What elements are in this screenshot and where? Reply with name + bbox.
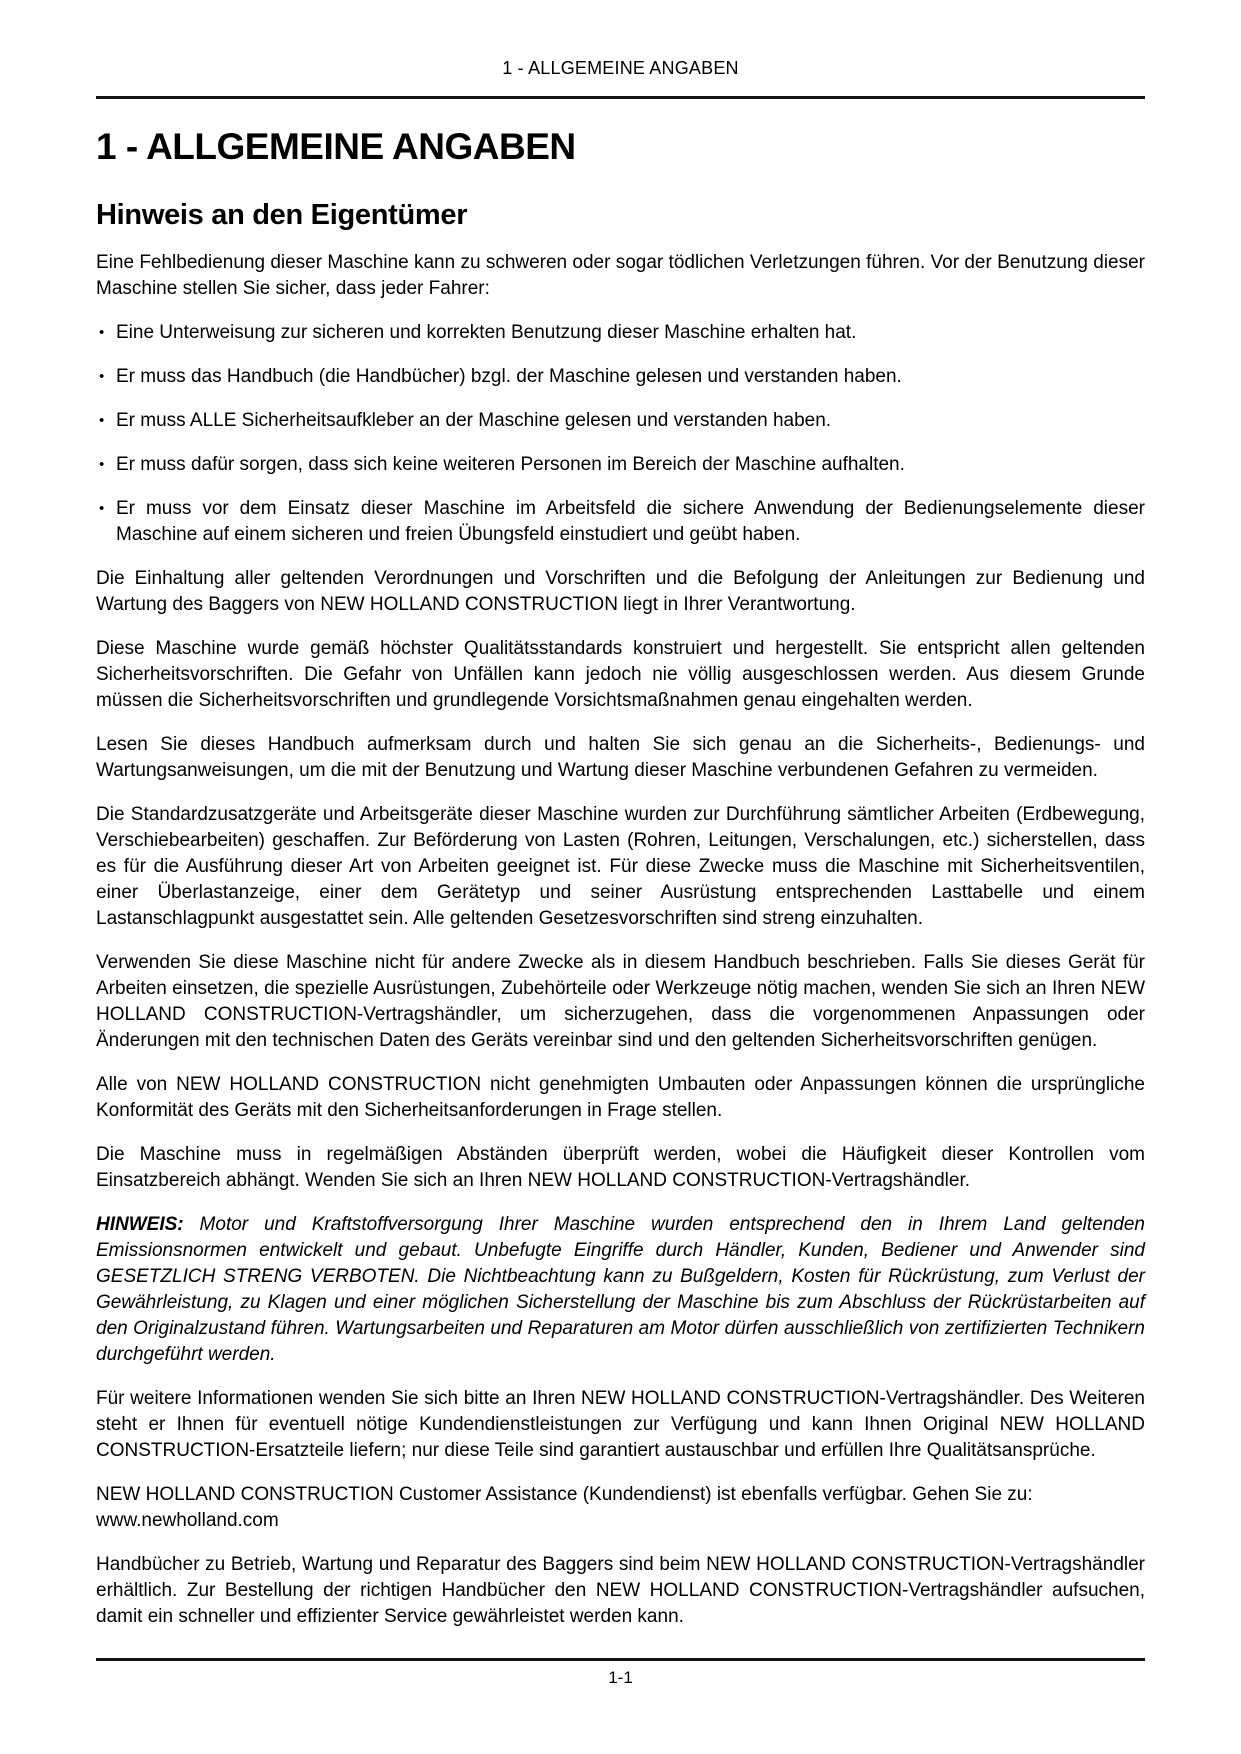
intro-paragraph: Eine Fehlbedienung dieser Maschine kann zu schweren oder sogar tödlichen Verletzungen führen. Vor der Benutzung dieser Maschine stellen Sie sicher, dass jeder Fahrer: [96, 252, 1145, 299]
body-paragraph: Alle von NEW HOLLAND CONSTRUCTION nicht genehmigten Umbauten oder Anpassungen können die ursprüngliche Konformität des Geräts mit den Sicherheitsanforderungen in Frage stellen. [96, 1074, 1145, 1121]
list-item: • Eine Unterweisung zur sicheren und korrekten Benutzung dieser Maschine erhalten hat. [96, 320, 1145, 346]
page-number: 1-1 [608, 1668, 633, 1687]
website-url: www.newholland.com [96, 1510, 279, 1531]
section-title: Hinweis an den Eigentümer [96, 199, 468, 231]
body-paragraph: Die Standardzusatzgeräte und Arbeitsgeräte dieser Maschine wurden zur Durchführung sämtlicher Arbeiten (Erdbewegung, Verschiebearbeiten) geschaffen. Zur Beförderung von Lasten (Rohren, Leitungen, Verschalungen, etc.) sicherstellen, dass es für die Ausführung dieser Art von Arbeiten geeignet ist. Für diese Zwecke muss die Maschine mit Sicherheitsventilen, einer Überlastanzeige, einer dem Gerätetyp und seiner Ausrüstung entsprechenden Lasttabelle und einem Lastanschlagpunkt ausgestattet sein. Alle geltenden Gesetzesvorschriften sind streng einzuhalten. [96, 804, 1145, 929]
body-paragraph: Für weitere Informationen wenden Sie sich bitte an Ihren NEW HOLLAND CONSTRUCTION-Vertragshändler. Des Weiteren steht er Ihnen für eventuell nötige Kundendienstleistungen zur Verfügung und kann Ihnen Original NEW HOLLAND CONSTRUCTION-Ersatzteile liefern; nur diese Teile sind garantiert austauschbar und erfüllen Ihre Qualitätsansprüche. [96, 1388, 1145, 1461]
operator-requirements-list [96, 320, 1145, 548]
footer-divider [96, 1658, 1145, 1661]
chapter-title: 1 - ALLGEMEINE ANGABEN [96, 126, 576, 167]
notice-paragraph [96, 1212, 1145, 1368]
header-divider [96, 96, 1145, 99]
page-footer [96, 1658, 1145, 1688]
body-paragraph: Die Maschine muss in regelmäßigen Abständen überprüft werden, wobei die Häufigkeit dieser Kontrollen vom Einsatzbereich abhängt. Wenden Sie sich an Ihren NEW HOLLAND CONSTRUCTION-Vertragshändler. [96, 1144, 1145, 1191]
list-item: • Er muss dafür sorgen, dass sich keine weiteren Personen im Bereich der Maschine aufhalten. [96, 452, 1145, 478]
notice-label: HINWEIS: [96, 1214, 184, 1235]
body-paragraph: Handbücher zu Betrieb, Wartung und Reparatur des Baggers sind beim NEW HOLLAND CONSTRUCTION-Vertragshändler erhältlich. Zur Bestellung der richtigen Handbücher den NEW HOLLAND CONSTRUCTION-Vertragshändler aufsuchen, damit ein schneller und effizienter Service gewährleistet werden kann. [96, 1554, 1145, 1627]
customer-assistance-paragraph [96, 1482, 1145, 1534]
list-item: • Er muss ALLE Sicherheitsaufkleber an der Maschine gelesen und verstanden haben. [96, 408, 1145, 434]
body-paragraph: Verwenden Sie diese Maschine nicht für andere Zwecke als in diesem Handbuch beschrieben. Falls Sie dieses Gerät für Arbeiten einsetzen, die spezielle Ausrüstungen, Zubehörteile oder Werkzeuge nötig machen, wenden Sie sich an Ihren NEW HOLLAND CONSTRUCTION-Vertragshändler, um sicherzugehen, dass die vorgenommenen Anpassungen oder Änderungen mit den technischen Daten des Geräts vereinbar sind und den geltenden Sicherheitsvorschriften genügen. [96, 952, 1145, 1051]
customer-assistance-text: NEW HOLLAND CONSTRUCTION Customer Assistance (Kundendienst) ist ebenfalls verfügbar. Gehen Sie zu: [96, 1484, 1033, 1505]
body-paragraph: Diese Maschine wurde gemäß höchster Qualitätsstandards konstruiert und hergestellt. Sie entspricht allen geltenden Sicherheitsvorschriften. Die Gefahr von Unfällen kann jedoch nie völlig ausgeschlossen werden. Aus diesem Grunde müssen die Sicherheitsvorschriften und grundlegende Vorsichtsmaßnahmen genau eingehalten werden. [96, 638, 1145, 711]
body-paragraph: Lesen Sie dieses Handbuch aufmerksam durch und halten Sie sich genau an die Sicherheits-, Bedienungs- und Wartungsanweisungen, um die mit der Benutzung und Wartung dieser Maschine verbundenen Gefahren zu vermeiden. [96, 734, 1145, 781]
body-paragraph: Die Einhaltung aller geltenden Verordnungen und Vorschriften und die Befolgung der Anleitungen zur Bedienung und Wartung des Baggers von NEW HOLLAND CONSTRUCTION liegt in Ihrer Verantwortung. [96, 568, 1145, 615]
list-item: • Er muss vor dem Einsatz dieser Maschine im Arbeitsfeld die sichere Anwendung der Bedienungselemente dieser Maschine auf einem sicheren und freien Übungsfeld einstudiert und geübt haben. [96, 496, 1145, 548]
notice-text: Motor und Kraftstoffversorgung Ihrer Maschine wurden entsprechend den in Ihrem Land geltenden Emissionsnormen entwickelt und gebaut. Unbefugte Eingriffe durch Händler, Kunden, Bediener und Anwender sind GESETZLICH STRENG VERBOTEN. Die Nichtbeachtung kann zu Bußgeldern, Kosten für Rückrüstung, zum Verlust der Gewährleistung, zu Klagen und einer möglichen Sicherstellung der Maschine bis zum Abschluss der Rückrüstarbeiten auf den Originalzustand führen. Wartungsarbeiten und Reparaturen am Motor dürfen ausschließlich von zertifizierten Technikern durchgeführt werden. [96, 1214, 1145, 1365]
list-item: • Er muss das Handbuch (die Handbücher) bzgl. der Maschine gelesen und verstanden haben. [96, 364, 1145, 390]
running-header: 1 - ALLGEMEINE ANGABEN [502, 58, 739, 78]
